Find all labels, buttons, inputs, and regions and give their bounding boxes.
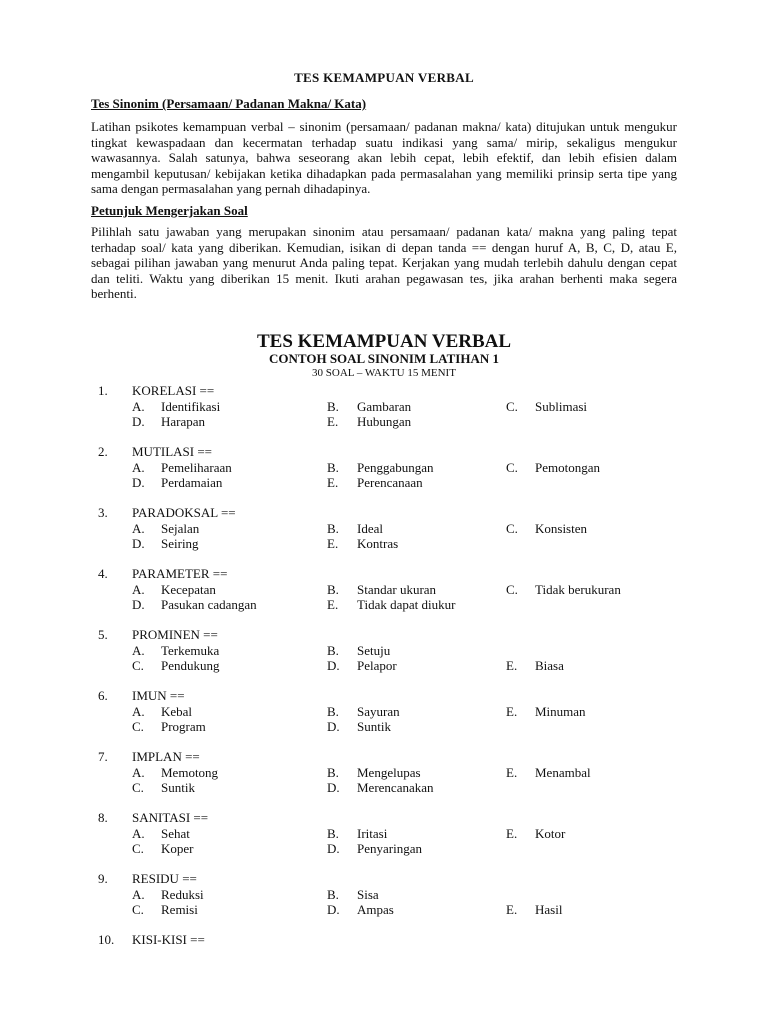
option-text: Kontras xyxy=(357,536,399,551)
option-text: Terkemuka xyxy=(161,643,220,658)
question-number: 9. xyxy=(98,871,108,886)
option-letter: A. xyxy=(132,643,145,658)
question-number: 5. xyxy=(98,627,108,642)
document-title: TES KEMAMPUAN VERBAL xyxy=(294,70,474,85)
option-text: Program xyxy=(161,719,206,734)
option-letter: E. xyxy=(506,765,518,780)
question-number: 4. xyxy=(98,566,108,581)
option-text: Standar ukuran xyxy=(357,582,437,597)
option-letter: B. xyxy=(327,826,339,841)
option-text: Pemotongan xyxy=(535,460,600,475)
option-text: Konsisten xyxy=(535,521,587,536)
option-text: Tidak dapat diukur xyxy=(357,597,456,612)
option-text: Sehat xyxy=(161,826,190,841)
option-text: Setuju xyxy=(357,643,391,658)
option-letter: B. xyxy=(327,765,339,780)
question-word: MUTILASI == xyxy=(132,444,213,459)
option-letter: D. xyxy=(132,536,145,551)
option-text: Gambaran xyxy=(357,399,412,414)
option-text: Pasukan cadangan xyxy=(161,597,257,612)
option-text: Hasil xyxy=(535,902,563,917)
option-text: Suntik xyxy=(161,780,195,795)
option-text: Penyaringan xyxy=(357,841,422,856)
question-item xyxy=(0,627,768,672)
option-letter: D. xyxy=(327,780,340,795)
question-item xyxy=(0,871,768,916)
option-letter: E. xyxy=(327,536,339,551)
option-text: Minuman xyxy=(535,704,586,719)
question-item xyxy=(0,932,768,977)
option-text: Sayuran xyxy=(357,704,400,719)
question-word: KORELASI == xyxy=(132,383,215,398)
option-letter: D. xyxy=(132,597,145,612)
test-meta: 30 SOAL – WAKTU 15 MENIT xyxy=(312,367,456,379)
option-letter: C. xyxy=(132,780,144,795)
option-letter: B. xyxy=(327,460,339,475)
option-text: Biasa xyxy=(535,658,564,673)
question-item xyxy=(0,383,768,428)
question-number: 10. xyxy=(98,932,115,947)
option-text: Identifikasi xyxy=(161,399,221,414)
option-letter: A. xyxy=(132,887,145,902)
option-text: Remisi xyxy=(161,902,198,917)
option-text: Kecepatan xyxy=(161,582,216,597)
option-text: Harapan xyxy=(161,414,206,429)
option-text: Perdamaian xyxy=(161,475,223,490)
question-item xyxy=(0,566,768,611)
question-word: PROMINEN == xyxy=(132,627,218,642)
question-word: PARAMETER == xyxy=(132,566,228,581)
option-text: Iritasi xyxy=(357,826,388,841)
question-number: 7. xyxy=(98,749,108,764)
option-text: Tidak berukuran xyxy=(535,582,621,597)
option-letter: B. xyxy=(327,643,339,658)
question-item xyxy=(0,505,768,550)
option-text: Kebal xyxy=(161,704,193,719)
question-item xyxy=(0,444,768,489)
option-letter: D. xyxy=(132,475,145,490)
option-letter: D. xyxy=(327,902,340,917)
option-letter: E. xyxy=(506,704,518,719)
option-text: Sisa xyxy=(357,887,379,902)
option-letter: E. xyxy=(327,597,339,612)
option-letter: E. xyxy=(506,902,518,917)
question-word: KISI-KISI == xyxy=(132,932,205,947)
option-text: Koper xyxy=(161,841,194,856)
option-text: Perencanaan xyxy=(357,475,423,490)
section-heading-synonym-test: Tes Sinonim (Persamaan/ Padanan Makna/ Kata) xyxy=(91,96,367,111)
question-number: 6. xyxy=(98,688,108,703)
option-text: Memotong xyxy=(161,765,219,780)
question-word: RESIDU == xyxy=(132,871,197,886)
option-letter: D. xyxy=(327,719,340,734)
option-letter: A. xyxy=(132,826,145,841)
question-number: 8. xyxy=(98,810,108,825)
option-letter: A. xyxy=(132,521,145,536)
option-letter: A. xyxy=(132,582,145,597)
option-text: Ampas xyxy=(357,902,394,917)
option-letter: C. xyxy=(132,841,144,856)
question-word: IMPLAN == xyxy=(132,749,200,764)
test-subtitle: CONTOH SOAL SINONIM LATIHAN 1 xyxy=(269,351,499,366)
question-item xyxy=(0,749,768,794)
option-text: Seiring xyxy=(161,536,199,551)
option-text: Hubungan xyxy=(357,414,412,429)
option-letter: C. xyxy=(132,658,144,673)
option-letter: B. xyxy=(327,582,339,597)
question-number: 3. xyxy=(98,505,108,520)
option-letter: B. xyxy=(327,887,339,902)
option-text: Merencanakan xyxy=(357,780,434,795)
option-letter: C. xyxy=(506,582,518,597)
question-item xyxy=(0,688,768,733)
option-text: Reduksi xyxy=(161,887,204,902)
option-letter: C. xyxy=(506,399,518,414)
question-word: PARADOKSAL == xyxy=(132,505,236,520)
option-text: Ideal xyxy=(357,521,383,536)
option-letter: A. xyxy=(132,765,145,780)
option-text: Suntik xyxy=(357,719,391,734)
option-letter: E. xyxy=(327,475,339,490)
option-text: Mengelupas xyxy=(357,765,421,780)
option-letter: D. xyxy=(132,414,145,429)
option-letter: E. xyxy=(506,826,518,841)
question-word: IMUN == xyxy=(132,688,185,703)
option-text: Menambal xyxy=(535,765,591,780)
option-letter: C. xyxy=(132,719,144,734)
option-letter: C. xyxy=(506,460,518,475)
option-text: Pelapor xyxy=(357,658,397,673)
question-item xyxy=(0,810,768,855)
option-text: Pendukung xyxy=(161,658,220,673)
option-letter: A. xyxy=(132,460,145,475)
question-word: SANITASI == xyxy=(132,810,209,825)
option-letter: E. xyxy=(327,414,339,429)
option-letter: C. xyxy=(132,902,144,917)
option-letter: B. xyxy=(327,399,339,414)
section-paragraph-synonym-test: Latihan psikotes kemampuan verbal – sinonim (persamaan/ padanan makna/ kata) ditujukan untuk mengukur tingkat kewaspadaan dan kecermatan terhadap suatu indikasi yang sama/ mirip, sekaligus mengukur wawasannya. Salah satunya, bahwa seseorang akan lebih cepat, lebih efektif, dan lebih efisien dalam mengambil keputusan/ kebijakan ketika dihadapkan pada permasalahan yang memiliki prinsip serta tipe yang sama dengan permasalahan yang pernah dihadapinya. xyxy=(91,119,677,197)
option-text: Pemeliharaan xyxy=(161,460,232,475)
option-letter: C. xyxy=(506,521,518,536)
option-letter: B. xyxy=(327,521,339,536)
option-letter: A. xyxy=(132,704,145,719)
option-letter: E. xyxy=(506,658,518,673)
option-letter: D. xyxy=(327,841,340,856)
question-number: 2. xyxy=(98,444,108,459)
option-letter: A. xyxy=(132,399,145,414)
section-paragraph-instructions: Pilihlah satu jawaban yang merupakan sinonim atau persamaan/ padanan kata/ makna yang paling tepat terhadap soal/ kata yang diberikan. Kemudian, isikan di depan tanda == dengan huruf A, B, C, D, atau E, sebagai pilihan jawaban yang menurut Anda paling tepat. Kerjakan yang mudah terlebih dahulu dengan cepat dan teliti. Waktu yang diberikan 15 menit. Ikuti arahan pegawasan tes, jika arahan berhenti maka segera berhenti. xyxy=(91,224,677,302)
option-letter: B. xyxy=(327,704,339,719)
test-title: TES KEMAMPUAN VERBAL xyxy=(256,331,512,352)
option-letter: D. xyxy=(327,658,340,673)
option-text: Sublimasi xyxy=(535,399,588,414)
section-heading-instructions: Petunjuk Mengerjakan Soal xyxy=(91,203,248,218)
question-number: 1. xyxy=(98,383,108,398)
option-text: Penggabungan xyxy=(357,460,434,475)
option-text: Kotor xyxy=(535,826,566,841)
option-text: Sejalan xyxy=(161,521,200,536)
